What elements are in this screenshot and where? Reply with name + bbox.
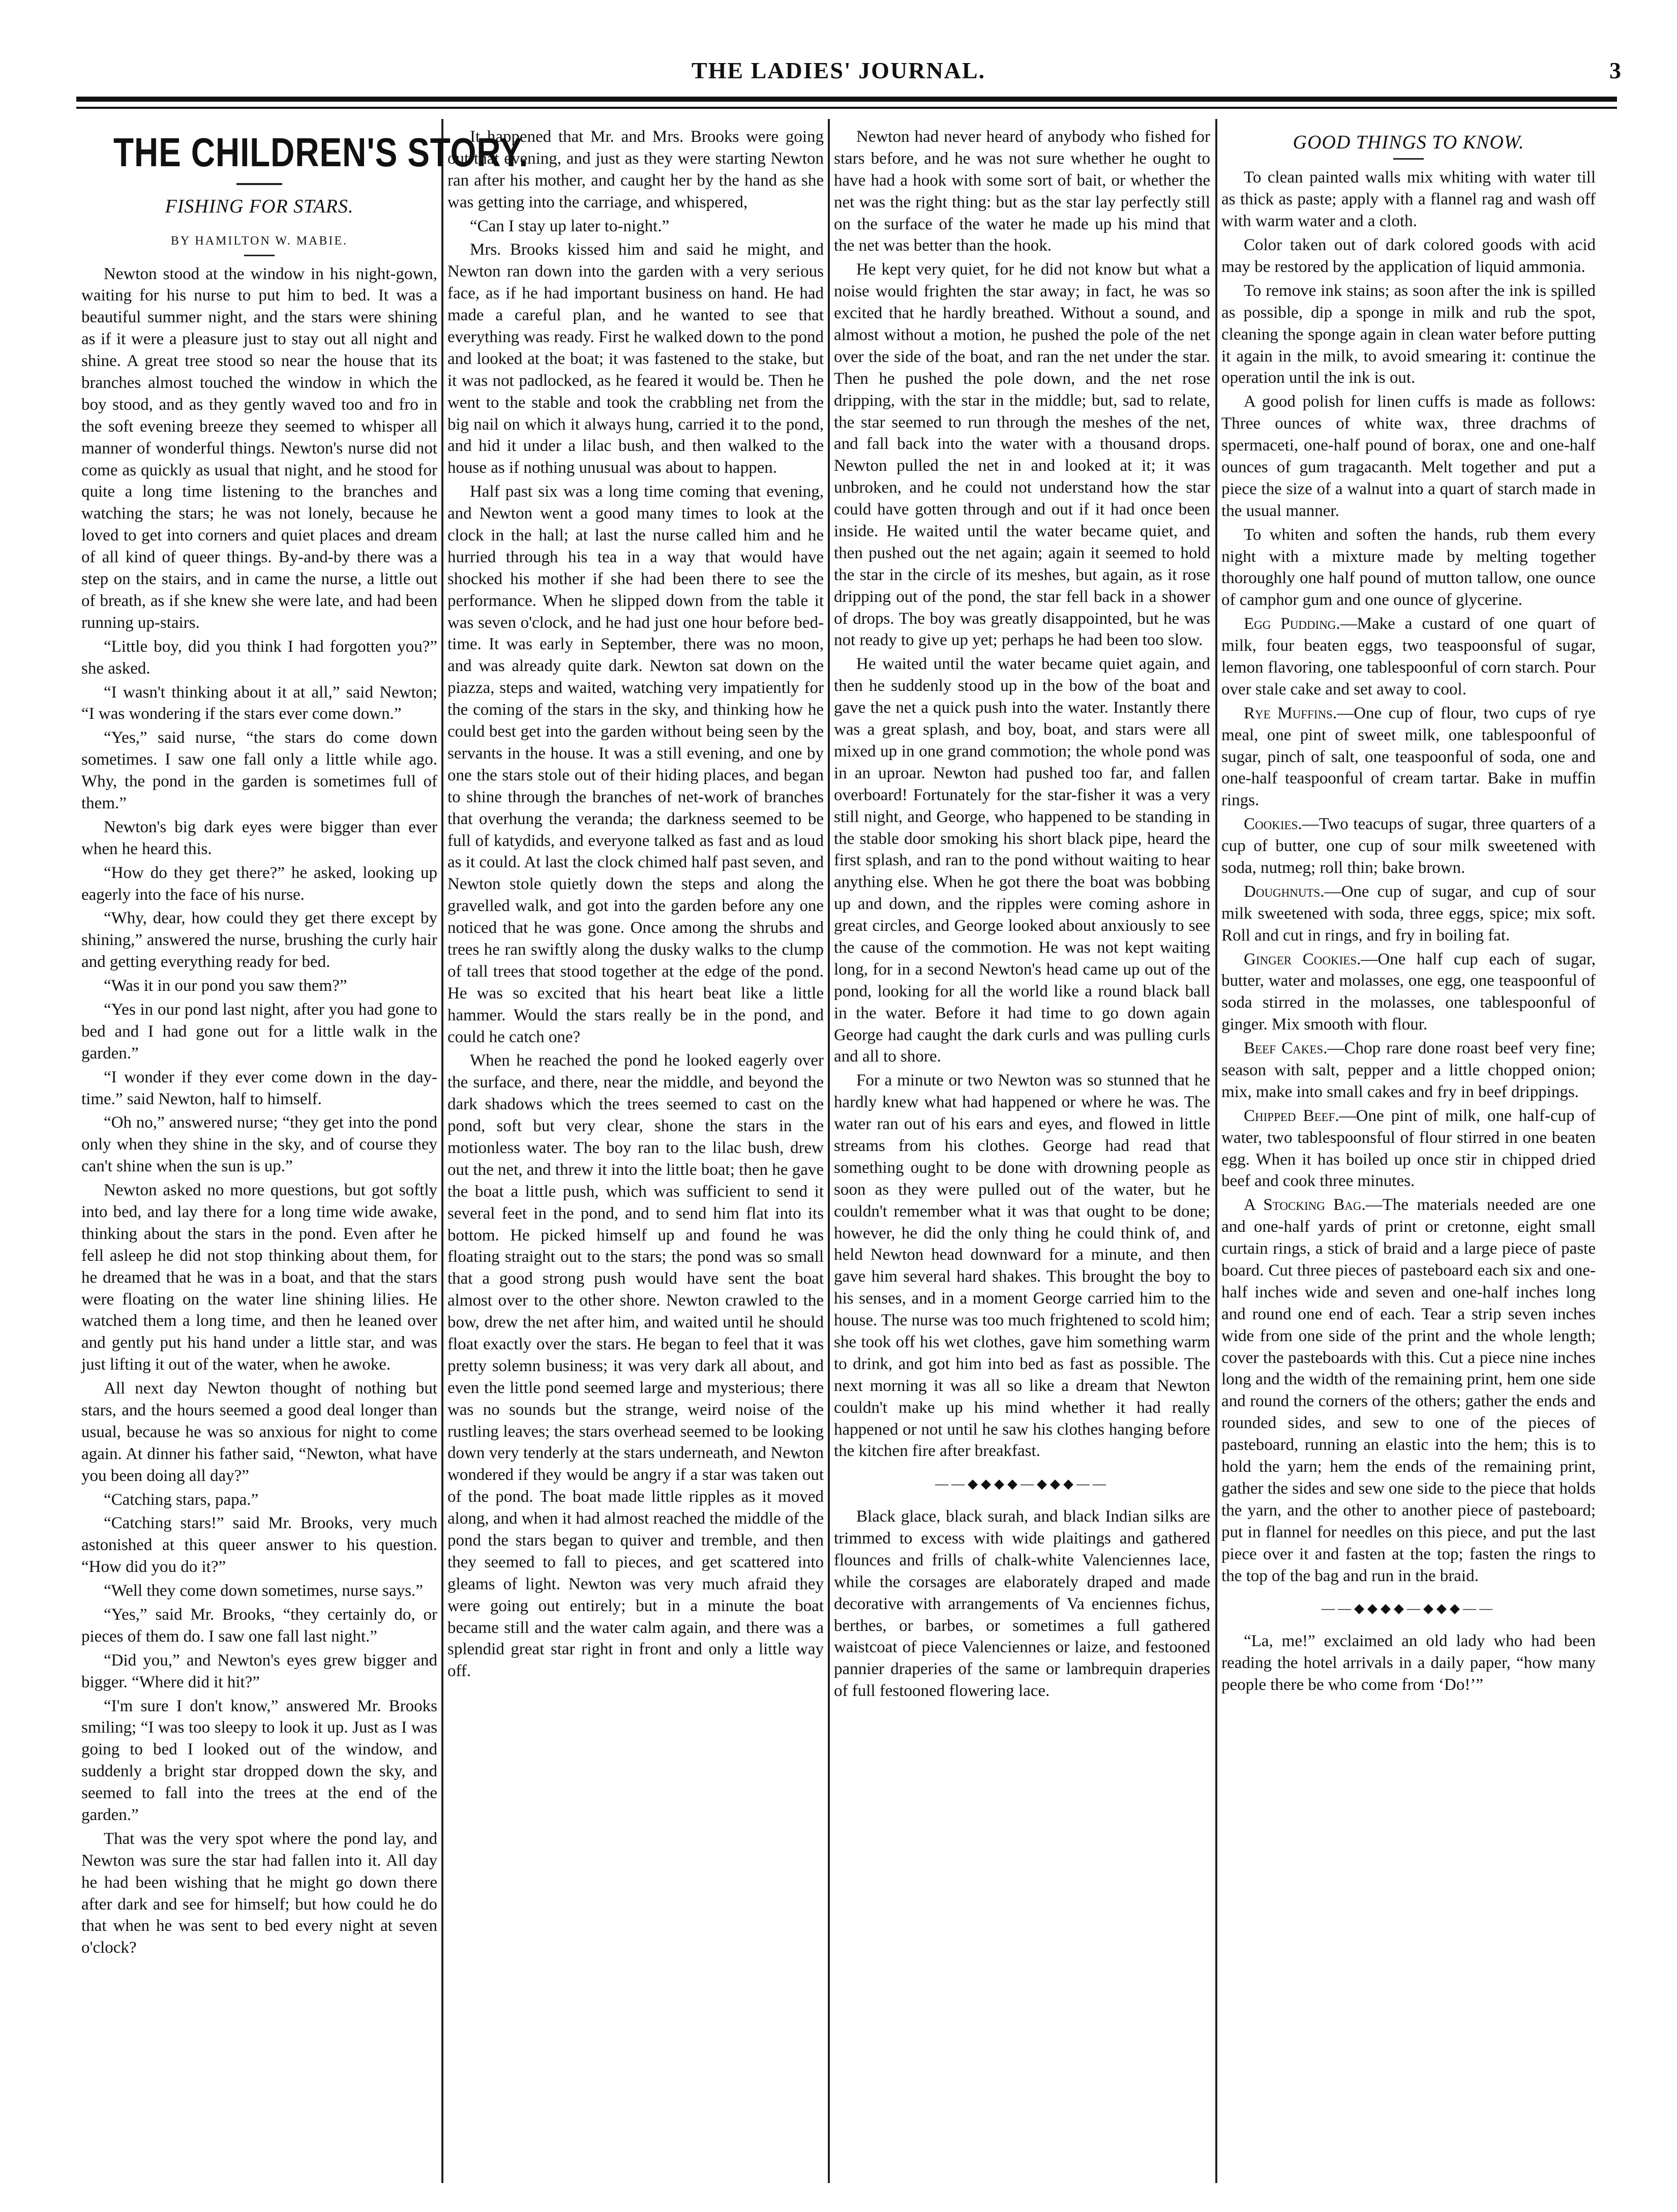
story-paragraph: “Little boy, did you think I had forgotten you?” she asked. bbox=[81, 637, 437, 678]
column-divider bbox=[828, 119, 830, 2183]
item-text: —Make a custard of one quart of milk, four beaten eggs, two teaspoonsful of sugar, lemon flavoring, one tablespoonful of corn starch. Pour over stale cake and set away to cool. bbox=[1221, 615, 1596, 699]
good-things-item bbox=[1221, 524, 1596, 612]
item-text: —Chop rare done roast beef very fine; season with salt, pepper and a little chopped onion; mix, make into small cakes and fry in beef drippings. bbox=[1221, 1039, 1596, 1101]
fashion-note: Black glace, black surah, and black Indian silks are trimmed to excess with wide plaitings and gathered flounces and frills of chalk-white Valenciennes lace, while the corsages are elaborately draped and made decorative with arrangements of Va enciennes fichus, berthes, or barbes, or sometimes a full gathered waistcoat of piece Valenciennes or laize, and festooned pannier draperies of the same or lambrequin draperies of full festooned flowering lace. bbox=[834, 1507, 1210, 1701]
heading-rule bbox=[1393, 158, 1424, 160]
masthead-rule-thin bbox=[76, 107, 1617, 109]
good-things-heading: GOOD THINGS TO KNOW. bbox=[1293, 132, 1524, 153]
item-text: —One cup of sugar, and cup of sour milk sweetened with soda, three eggs, spice; mix soft. Roll and cut in rings, and fry in boiling fat. bbox=[1221, 882, 1596, 945]
story-paragraph: Half past six was a long time coming that evening, and Newton went a good many times to look at the clock in the hall; at last the nurse called him and he hurried through his tea in a way that would have shocked his mother if she had been there to see the performance. When he slipped down from the table it was seven o'clock, and he had just one hour before bed-time. It was early in September, there was no moon, and was already quite dark. Newton sat down on the piazza, steps and waited, watching very impatiently for the coming of the stars in the sky, and thinking how he could best get into the garden without being seen by the servants in the house. It was a still evening, and one by one the stars stole out of their hiding places, and began to shine through the branches of net-work of branches that overhung the veranda; the darkness seemed to be full of katydids, and everyone talked as fast and as loud as it could. At last the clock chimed half past seven, and Newton stole quietly down the steps and along the gravelled walk, and got into the garden before any one noticed that he was gone. Once among the shrubs and trees he ran swiftly along the dusky walks to the clump of tall trees that stood together at the edge of the pond. He was so excited that his heart beat like a little hammer. Would the stars really be in the pond, and could he catch one? bbox=[447, 482, 824, 1046]
story-paragraph: “Yes,” said nurse, “the stars do come down sometimes. I saw one fall only a little while ago. Why, the pond in the garden is sometimes full of them.” bbox=[81, 729, 437, 812]
story-paragraph: Newton stood at the window in his night-gown, waiting for his nurse to put him to bed. It was a beautiful summer night, and the stars were shining as if it were a pleasure just to stay out all night and shine. A great tree stood so near the house that its branches almost touched the window in which the boy stood, and as they gently waved too and fro in the soft evening breeze they seemed to whisper all manner of wonderful things. Newton's nurse did not come as quickly as usual that night, and he stood for quite a long time listening to the branches and watching the stars; he was not lonely, because he loved to get into corners and quiet places and dream of all kind of queer things. By-and-by there was a step on the stairs, and in came the nurse, a little out of breath, as if she knew she were late, and had been running up-stairs. bbox=[81, 264, 437, 632]
section-ornament: ——◆◆◆◆—◆◆◆—— bbox=[935, 1476, 1109, 1492]
item-text: To whiten and soften the hands, rub them every night with a mixture made by melting together thoroughly one half pound of mutton tallow, one ounce of camphor gum and one ounce of glycerine. bbox=[1221, 525, 1596, 610]
story-paragraph: “Was it in our pond you saw them?” bbox=[104, 977, 347, 995]
story-paragraph: “Yes,” said Mr. Brooks, “they certainly do, or pieces of them do. I saw one fall last night.” bbox=[81, 1605, 437, 1646]
anecdote: “La, me!” exclaimed an old lady who had been reading the hotel arrivals in a daily paper, “how many people there be who come from ‘Do!’” bbox=[1221, 1632, 1596, 1694]
story-paragraph: “Why, dear, how could they get there except by shining,” answered the nurse, brushing the curly hair and getting everything ready for bed. bbox=[81, 909, 437, 972]
journal-title: THE LADIES' JOURNAL. bbox=[691, 57, 986, 83]
story-paragraph: It happened that Mr. and Mrs. Brooks were going out that evening, and just as they were starting Newton ran after his mother, and caught her by the hand as she was getting into the carriage, and whispered, bbox=[447, 128, 824, 211]
story-paragraph: He kept very quiet, for he did not know but what a noise would frighten the star away; in fact, he was so excited that he hardly breathed. Without a sound, and almost without a motion, he pushed the pole of the net over the side of the boat, and ran the net under the star. Then he pushed the pole down, and the net rose dripping, with the star in the middle; but, sad to relate, the star seemed to run through the meshes of the net, and fall back into the water with a thousand drops. Newton pulled the net in and looked at it; it was unbroken, and he could not understand how the star could have gotten through and out if it had once been inside. He waited until the water became quiet, and then pushed out the net again; again it seemed to hold the star in the circle of its meshes, but again, as it rose dripping out of the pond, the star fell back in a shower of drops. The boy was greatly disappointed, but he was not ready to give up yet; perhaps he had been too slow. bbox=[834, 260, 1210, 650]
item-text: Color taken out of dark colored goods with acid may be restored by the application of liquid ammonia. bbox=[1221, 236, 1596, 276]
good-things-item bbox=[1221, 1194, 1596, 1587]
story-paragraph: When he reached the pond he looked eagerly over the surface, and there, near the middle, and beyond the dark shadows which the trees seemed to cast on the pond, soft but very clear, shone the stars in the motionless water. The boy ran to the lilac bush, drew out the net, and threw it into the little boat; then he gave the boat a little push, which was sufficient to send it several feet in the pond, and to send him flat into its bottom. He picked himself up and found he was floating straight out to the stars; the pond was so small that a good strong push would have sent the boat almost over to the other shore. Newton crawled to the bow, drew the net after him, and waited until he should float exactly over the stars. He began to feel that it was pretty solemn business; it was very dark all about, and even the little pond seemed large and mysterious; there was no sounds but the strange, weird noise of the rustling leaves; the stars overhead seemed to be looking down very tenderly at the stars underneath, and Newton wondered if they would be angry if a star was taken out of the pond. The boat made little ripples as it moved along, and when it had almost reached the middle of the pond the stars began to quiver and tremble, and then they seemed to fall to pieces, and get scattered into gleams of light. Newton was very much afraid they were going out entirely; but in a minute the boat became still and the water calm again, and there was a splendid great star right in front and only a little way off. bbox=[447, 1051, 824, 1681]
page-number: 3 bbox=[1609, 57, 1621, 83]
item-text: —The materials needed are one and one-half yards of print or cretonne, eight small curtain rings, a stick of braid and a large piece of paste board. Cut three pieces of pasteboard each six and one-half inches wide and seven and one-half inches long and round one end of each. Tear a strip seven inches wide from one side of the print and the whole length; cover the pasteboards with this. Cut a piece nine inches long and the width of the remaining print, hem one side and round the corners of the others; gather the ends and rounded sides, and sew to one of the pieces of pasteboard, running an elastic into the hem; this is to hold the yarn; hem the ends of the remaining print, gather the sides and sew one side to the piece that holds the yarn, and the other to another piece of pasteboard; put in flannel for needles on this piece, and put the last piece over it and fasten at the top; fasten the rings to the top of the bag and run in the braid. bbox=[1221, 1196, 1596, 1585]
story-paragraph: That was the very spot where the pond lay, and Newton was sure the star had fallen into it. All day he had been wishing that he might go down there after dark and see for himself; but how could he do that when he was sent to bed every night at seven o'clock? bbox=[81, 1829, 437, 1957]
item-text: To remove ink stains; as soon after the ink is spilled as possible, dip a sponge in milk and rub the spot, cleaning the sponge again in clean water before putting it again in the milk, to avoid smearing it: continue the operation until the ink is out. bbox=[1221, 281, 1596, 387]
good-things-column bbox=[1221, 126, 1596, 2185]
good-things-item bbox=[1221, 881, 1596, 947]
story-paragraph: He waited until the water became quiet again, and then he suddenly stood up in the bow of the boat and gave the net a quick push into the water. Instantly there was a great splash, and boy, boat, and stars were all mixed up in one grand commotion; the whole pond was in an uproar. Newton had pushed too far, and fallen overboard! Fortunately for the star-fisher it was a very still night, and George, who happened to be standing in the stable door smoking his short black pipe, heard the first splash, and ran to the pond without waiting to hear anything else. When he got there the boat was bobbing up and down, and the ripples were coming ashore in great circles, and George looked about anxiously to see the cause of the commotion. He was not kept waiting long, for in a second Newton's head came up out of the pond, looking for all the world like a round black ball in the water. Before it had time to go down again George had caught the dark curls and was pulling curls and all to shore. bbox=[834, 655, 1210, 1066]
story-byline: BY HAMILTON W. MABIE. bbox=[170, 234, 348, 248]
story-paragraph: “Can I stay up later to-night.” bbox=[470, 217, 670, 235]
good-things-item bbox=[1221, 391, 1596, 522]
recipe-title: Rye Muffins. bbox=[1244, 704, 1337, 722]
good-things-item bbox=[1221, 234, 1596, 278]
story-paragraph: All next day Newton thought of nothing but stars, and the hours seemed a good deal longer than usual, because he was so anxious for night to come again. At dinner his father said, “Newton, what have you been doing all day?” bbox=[81, 1379, 437, 1485]
story-paragraph: “Oh no,” answered nurse; “they get into the pond only when they shine in the sky, and of course they can't shine when the sun is up.” bbox=[81, 1113, 437, 1176]
recipe-title: Chipped Beef. bbox=[1244, 1106, 1339, 1125]
item-text: —Two teacups of sugar, three quarters of a cup of butter, one cup of sour milk sweetened with soda, nutmeg; roll thin; bake brown. bbox=[1221, 815, 1596, 877]
item-text: —One pint of milk, one half-cup of water, two tablespoonsful of flour stirred in one beaten egg. When it has boiled up once stir in chipped dried beef and cook three minutes. bbox=[1221, 1106, 1596, 1191]
story-paragraph: Newton had never heard of anybody who fished for stars before, and he was not sure whether he ought to have had a hook with some sort of bait, or whether the net was the right thing: but as the star lay perfectly still on the surface of the water he made up his mind that the net was better than the hook. bbox=[834, 128, 1210, 255]
item-text: —One half cup each of sugar, butter, water and molasses, one egg, one teaspoonful of soda stirred in the molasses, one tablespoonful of ginger. Mix smooth with flour. bbox=[1221, 950, 1596, 1034]
story-paragraph: Mrs. Brooks kissed him and said he might, and Newton ran down into the garden with a very serious face, as if he had important business on hand. He had made a careful plan, and he wanted to see that everything was ready. First he walked down to the pond and looked at the boat; it was fastened to the stake, but it was not padlocked, as he feared it would be. Then he went to the stable and took the crabbling net from the big nail on which it always hung, carried it to the pond, and hid it under a lilac bush, and then walked to the house as if nothing unusual was about to happen. bbox=[447, 240, 824, 477]
section-ornament-2: ——◆◆◆◆—◆◆◆—— bbox=[1322, 1601, 1495, 1616]
masthead-rule-thick bbox=[76, 97, 1617, 102]
masthead bbox=[56, 57, 1621, 87]
recipe-title: Cookies. bbox=[1244, 815, 1302, 834]
good-things-item bbox=[1221, 1038, 1596, 1103]
good-things-item bbox=[1221, 167, 1596, 232]
recipe-title: Ginger Cookies. bbox=[1244, 950, 1361, 968]
item-text: —One cup of flour, two cups of rye meal, one pint of sweet milk, one tablespoonful of sugar, pinch of salt, one teaspoonful of soda, one and one-half teaspoonful of cream tartar. Bake in muffin rings. bbox=[1221, 704, 1596, 810]
story-paragraph: “Catching stars, papa.” bbox=[104, 1490, 259, 1509]
story-column-3 bbox=[834, 126, 1210, 2185]
column-divider bbox=[1215, 119, 1217, 2183]
story-paragraph: “I wonder if they ever come down in the day-time.” said Newton, half to himself. bbox=[81, 1068, 437, 1108]
recipe-title: Egg Pudding. bbox=[1244, 615, 1340, 633]
story-paragraph: “Yes in our pond last night, after you had gone to bed and I had gone out for a little walk in the garden.” bbox=[81, 1000, 437, 1063]
recipe-title: Doughnuts. bbox=[1244, 882, 1325, 901]
story-column-2 bbox=[447, 126, 824, 2185]
story-paragraph: “I wasn't thinking about it at all,” said Newton; “I was wondering if the stars ever come down.” bbox=[81, 683, 437, 723]
item-text: To clean painted walls mix whiting with water till as thick as paste; apply with a flannel rag and wash off with warm water and a cloth. bbox=[1221, 168, 1596, 231]
story-subtitle: FISHING FOR STARS. bbox=[165, 196, 354, 217]
good-things-item bbox=[1221, 813, 1596, 879]
good-things-item bbox=[1221, 703, 1596, 811]
good-things-item bbox=[1221, 613, 1596, 701]
recipe-title: Beef Cakes. bbox=[1244, 1039, 1328, 1058]
good-things-item bbox=[1221, 280, 1596, 389]
story-paragraph: “I'm sure I don't know,” answered Mr. Brooks smiling; “I was too sleepy to look it up. Just as I was going to bed I looked out of the window, and suddenly a bright star dropped down the sky, and seemed to fall into the trees at the end of the garden.” bbox=[81, 1696, 437, 1825]
story-title: THE CHILDREN'S STORY. bbox=[113, 130, 529, 175]
good-things-item bbox=[1221, 1105, 1596, 1193]
byline-rule bbox=[244, 255, 275, 256]
recipe-title: A Stocking Bag. bbox=[1244, 1196, 1366, 1215]
story-column-1 bbox=[81, 126, 529, 2185]
story-paragraph: For a minute or two Newton was so stunned that he hardly knew what had happened or where he was. The water ran out of his ears and eyes, and flowed in little streams from his clothes. George had read that something ought to be done with drowning people as soon as they were pulled out of the water, but he couldn't remember what it was that ought to be done; however, he did the only thing he could think of, and held Newton head downward for a minute, and then gave him several hard shakes. This brought the boy to his senses, and in a moment George carried him to the house. The nurse was too much frightened to scold him; she took off his wet clothes, gave him something warm to drink, and got him into bed as fast as possible. The next morning it was all so like a dream that Newton couldn't make up his mind whether it had really happened or not until he saw his clothes hanging before the kitchen fire after breakfast. bbox=[834, 1071, 1210, 1461]
story-paragraph: “How do they get there?” he asked, looking up eagerly into the face of his nurse. bbox=[81, 863, 437, 904]
story-paragraph: “Did you,” and Newton's eyes grew bigger and bigger. “Where did it hit?” bbox=[81, 1651, 437, 1691]
good-things-item bbox=[1221, 949, 1596, 1036]
story-paragraph: Newton asked no more questions, but got softly into bed, and lay there for a long time wide awake, thinking about the stars in the pond. Even after he fell asleep he did not stop thinking about them, for he dreamed that he was in a boat, and that the stars were floating on the water line shining lilies. He watched them a long time, and then he leaned over and gently put his hand under a little star, and was just lifting it out of the water, when he awoke. bbox=[81, 1181, 437, 1374]
item-text: A good polish for linen cuffs is made as follows: Three ounces of white wax, three drachms of spermaceti, one-half pound of borax, one and one-half ounces of gum tragacanth. Melt together and put a piece the size of a walnut into a quart of starch made in the usual manner. bbox=[1221, 392, 1596, 520]
title-rule bbox=[236, 183, 282, 185]
column-divider bbox=[441, 119, 443, 2183]
story-paragraph: “Well they come down sometimes, nurse says.” bbox=[104, 1582, 423, 1600]
story-paragraph: Newton's big dark eyes were bigger than ever when he heard this. bbox=[81, 817, 437, 858]
story-paragraph: “Catching stars!” said Mr. Brooks, very much astonished at this queer answer to his question. “How did you do it?” bbox=[81, 1514, 437, 1577]
